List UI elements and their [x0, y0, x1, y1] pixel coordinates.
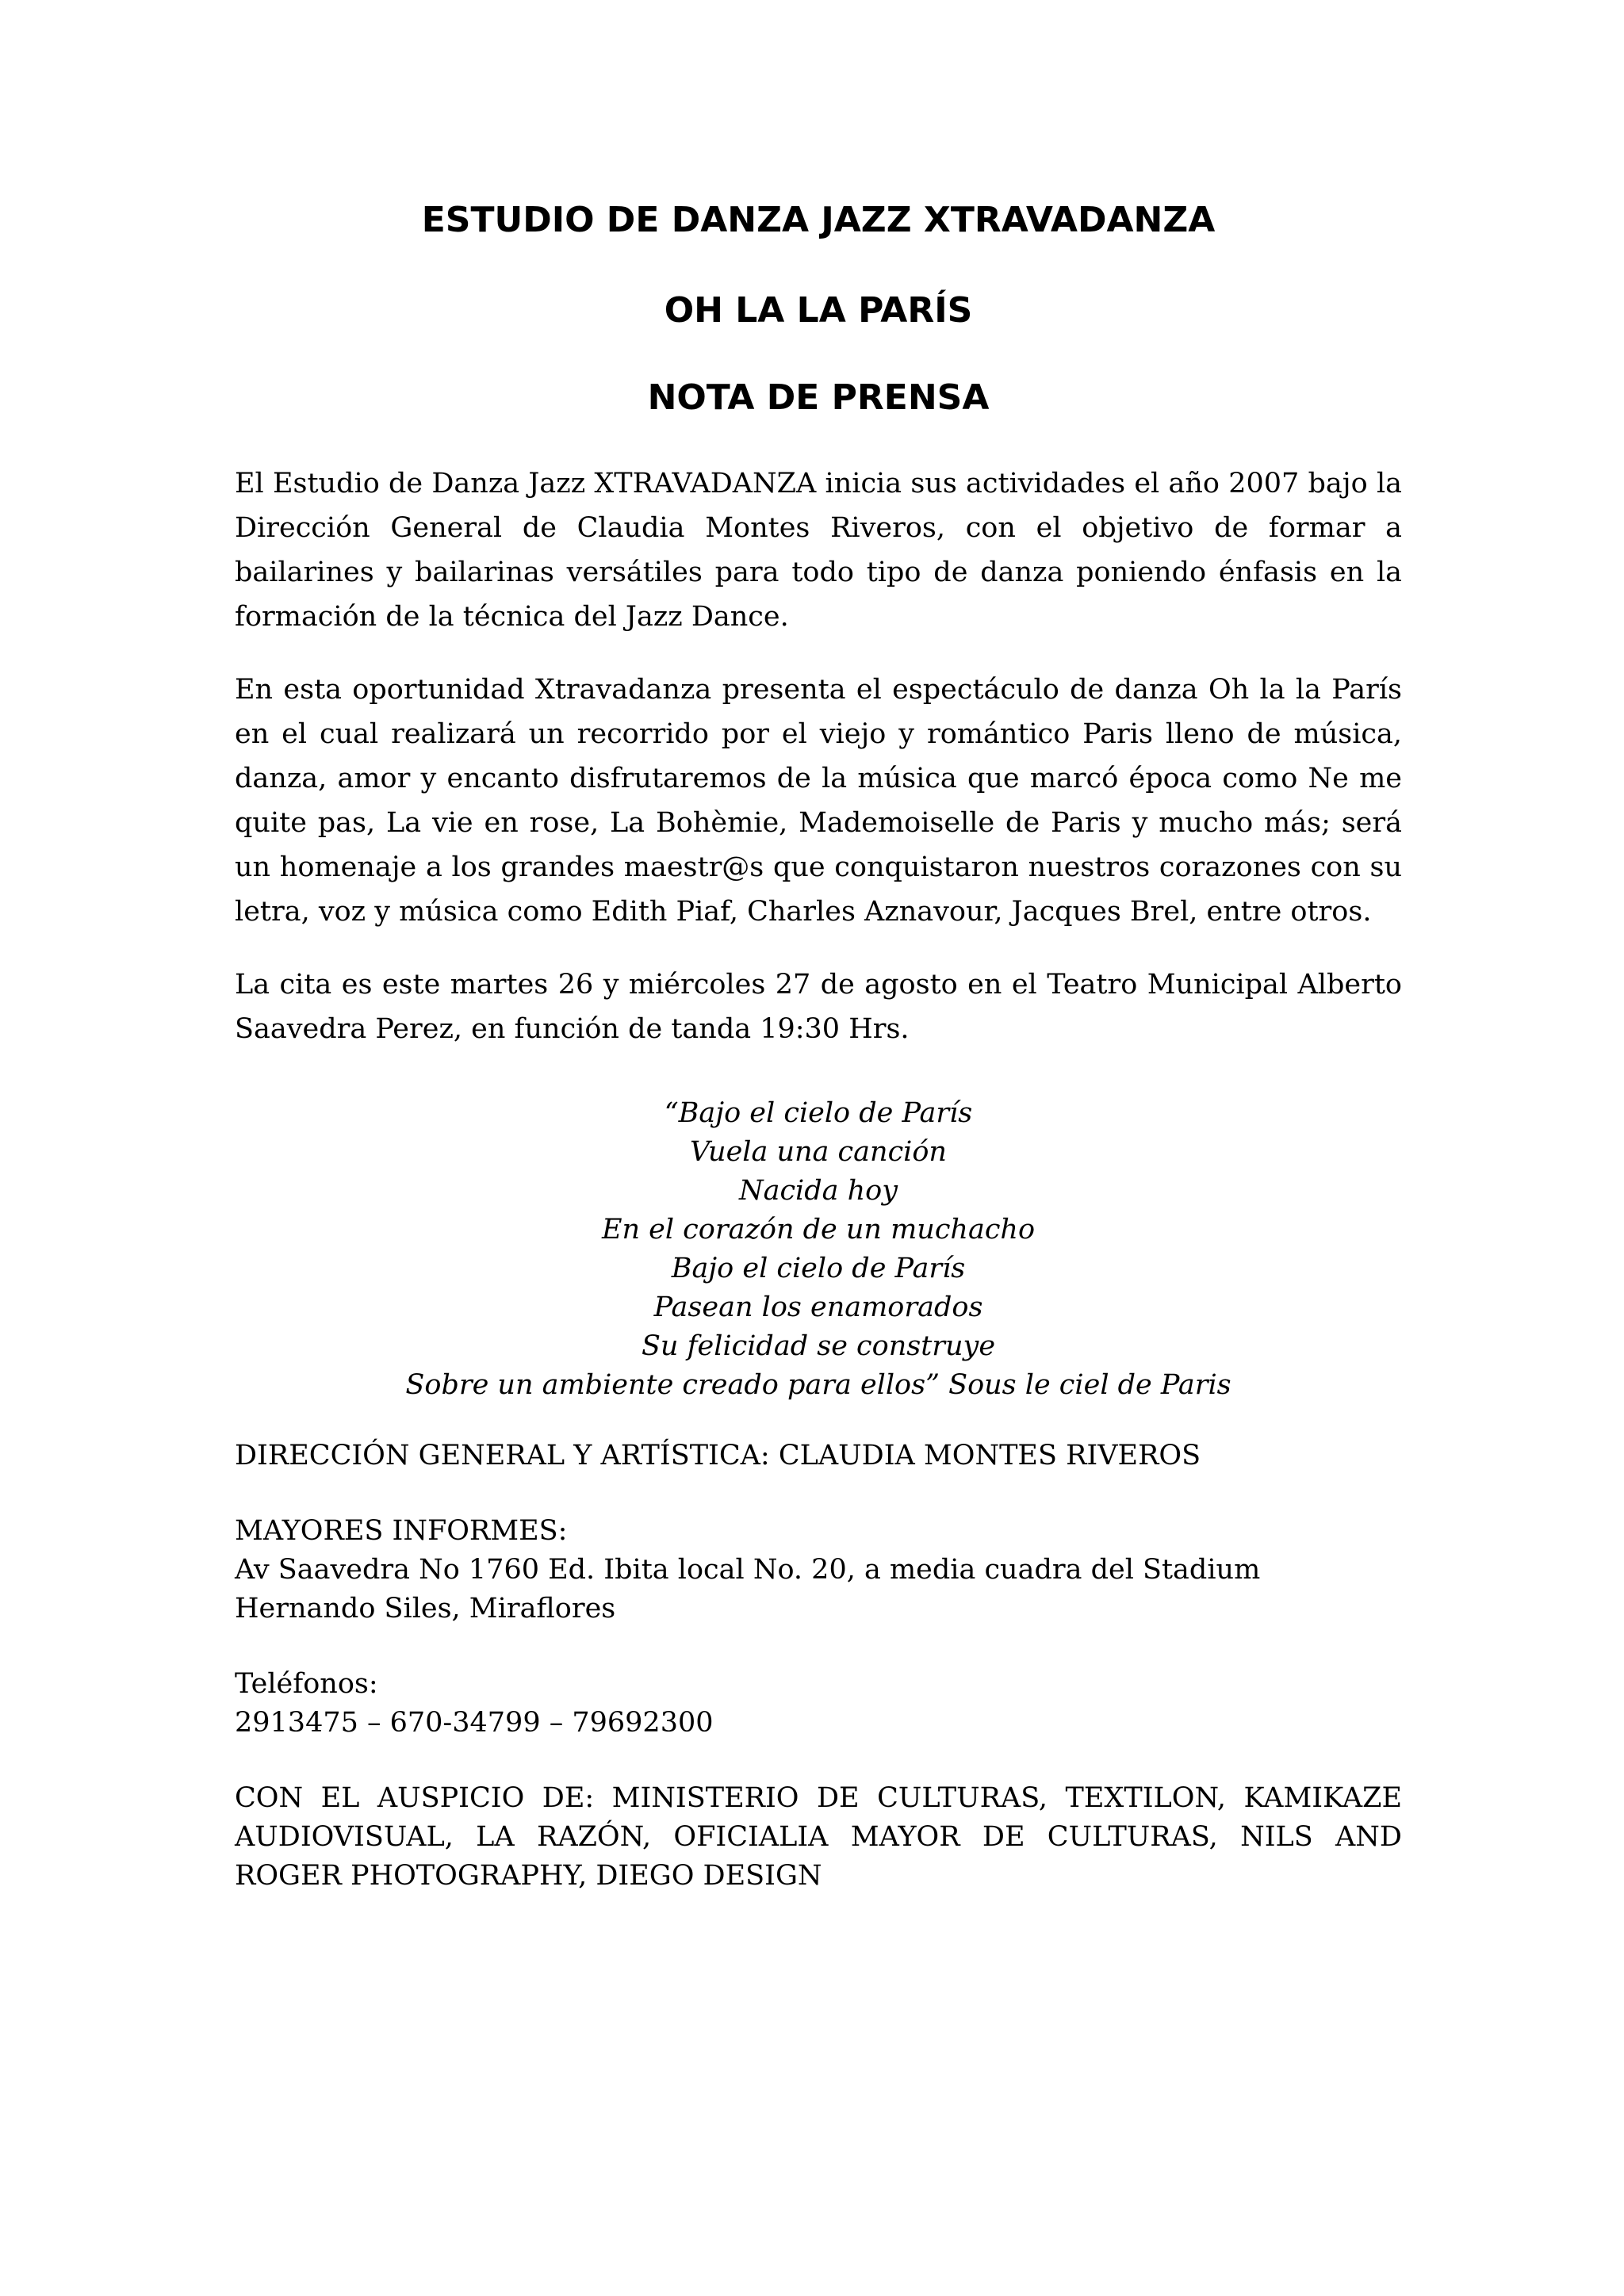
sponsors-paragraph: CON EL AUSPICIO DE: MINISTERIO DE CULTURAS, TEXTILON, KAMIKAZE AUDIOVISUAL, LA RAZÓN, OFICIALIA MAYOR DE CULTURAS, NILS AND ROGER PHOTOGRAPHY, DIEGO DESIGN [235, 1782, 1402, 1892]
studio-heading: ESTUDIO DE DANZA JAZZ XTRAVADANZA [421, 200, 1216, 240]
phones-numbers: 2913475 – 670-34799 – 79692300 [235, 1707, 714, 1739]
press-release-heading: NOTA DE PRENSA [647, 377, 990, 418]
lyric-line: “Bajo el cielo de París [664, 1097, 973, 1129]
lyric-line: Sobre un ambiente creado para ellos” Sous le ciel de Paris [405, 1369, 1231, 1401]
show-title: OH LA LA PARÍS [664, 290, 973, 331]
info-address: Av Saavedra No 1760 Ed. Ibita local No. 20, a media cuadra del Stadium Hernando Siles, Miraflores [235, 1554, 1261, 1624]
info-section [235, 1512, 1402, 1628]
lyric-line: En el corazón de un muchacho [601, 1214, 1036, 1246]
show-description-paragraph: En esta oportunidad Xtravadanza presenta el espectáculo de danza Oh la la París en el cual realizará un recorrido por el viejo y romántico Paris lleno de música, danza, amor y encanto disfrutaremos de la música que marcó época como Ne me quite pas, La vie en rose, La Bohèmie, Mademoiselle de Paris y mucho más; será un homenaje a los grandes maestr@s que conquistaron nuestros corazones con su letra, voz y música como Edith Piaf, Charles Aznavour, Jacques Brel, entre otros. [235, 674, 1402, 928]
lyric-line: Su felicidad se construye [641, 1330, 996, 1362]
direction-credit [235, 1437, 1402, 1475]
lyric-line: Nacida hoy [738, 1175, 898, 1207]
song-lyrics [235, 1094, 1402, 1405]
intro-paragraph: El Estudio de Danza Jazz XTRAVADANZA inicia sus actividades el año 2007 bajo la Dirección General de Claudia Montes Riveros, con el objetivo de formar a bailarines y bailarinas versátiles para todo tipo de danza poniendo énfasis en la formación de la técnica del Jazz Dance. [235, 468, 1402, 633]
info-label: MAYORES INFORMES: [235, 1515, 568, 1547]
lyric-line: Pasean los enamorados [653, 1292, 983, 1323]
document-body [235, 197, 1402, 1896]
event-details-paragraph: La cita es este martes 26 y miércoles 27 de agosto en el Teatro Municipal Alberto Saavedra Perez, en función de tanda 19:30 Hrs. [235, 969, 1402, 1045]
lyric-line: Vuela una canción [690, 1136, 947, 1168]
phones-label: Teléfonos: [235, 1668, 378, 1700]
phones-section [235, 1665, 1402, 1743]
direction-text: DIRECCIÓN GENERAL Y ARTÍSTICA: CLAUDIA MONTES RIVEROS [235, 1440, 1201, 1471]
lyric-line: Bajo el cielo de París [671, 1253, 966, 1284]
